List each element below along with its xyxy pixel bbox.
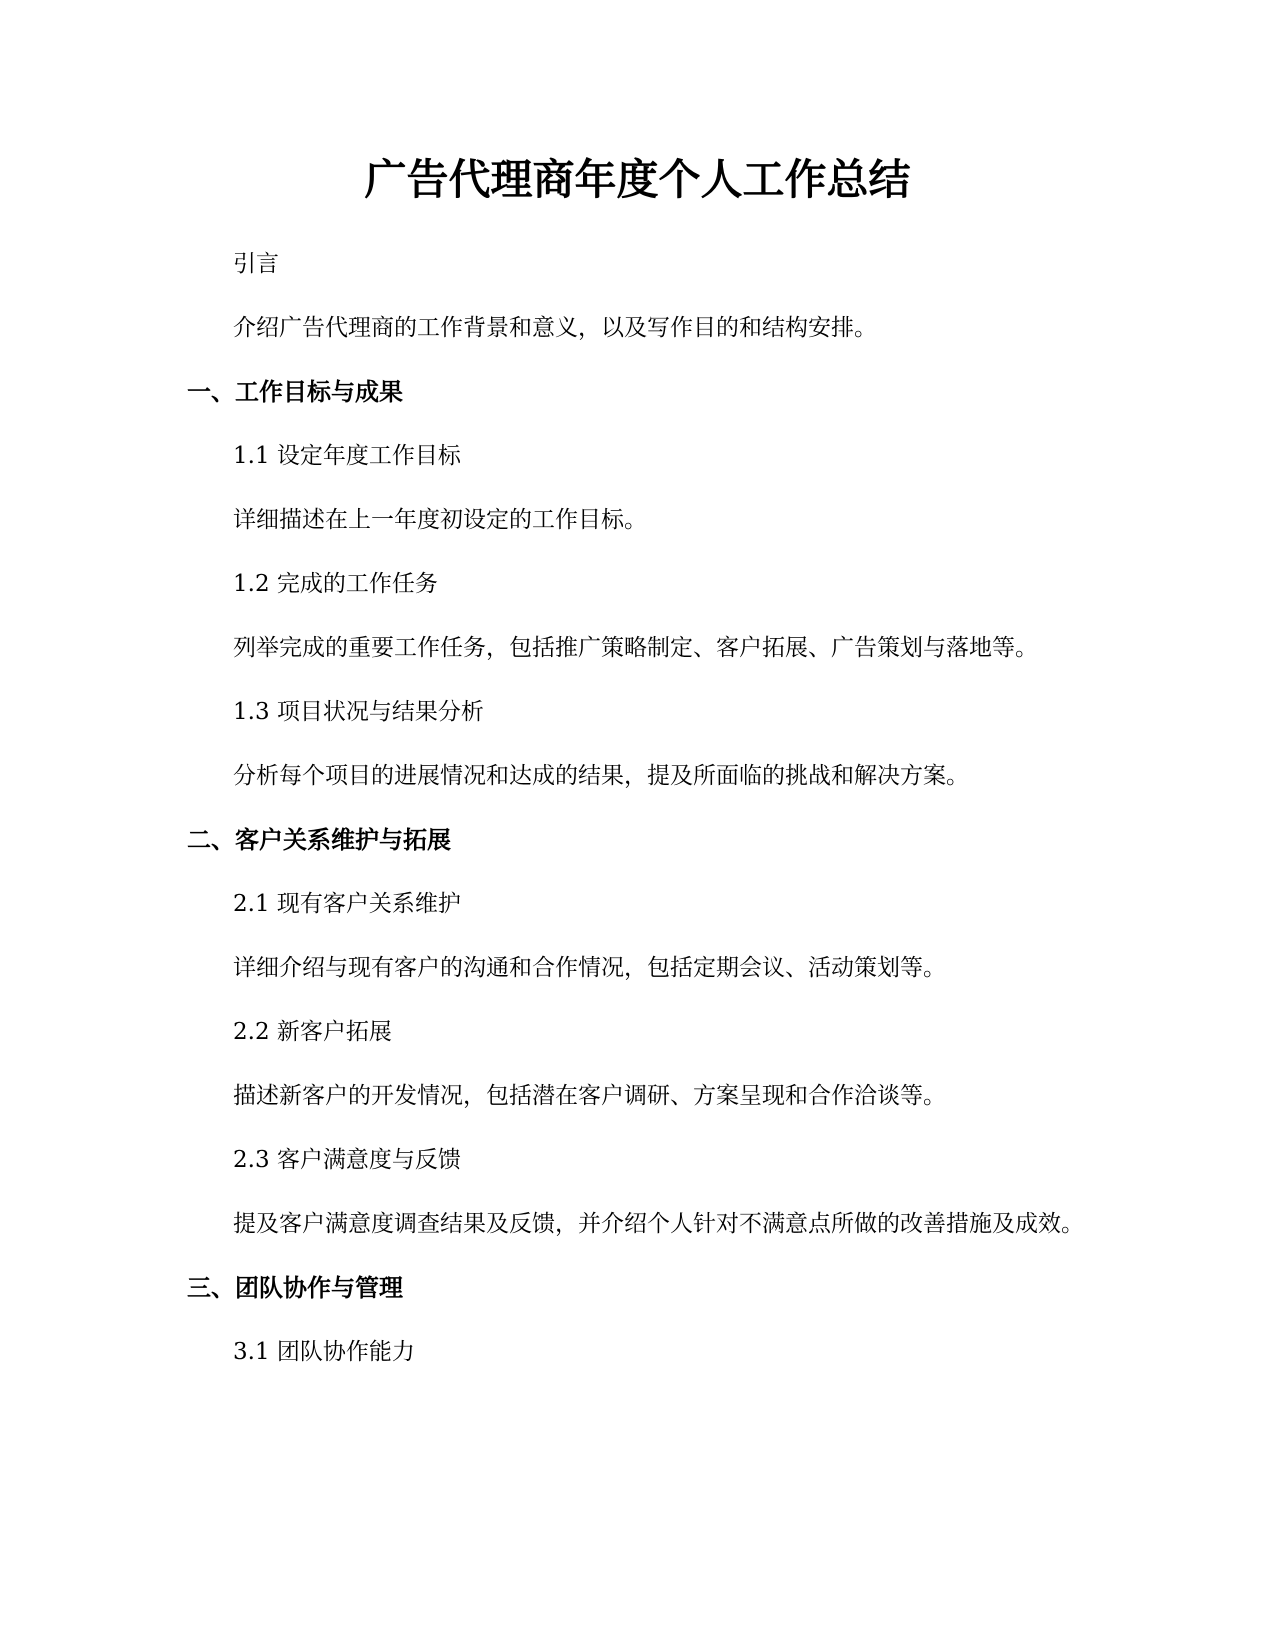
paragraph-1-3: 分析每个项目的进展情况和达成的结果，提及所面临的挑战和解决方案。	[233, 763, 969, 789]
page-title: 广告代理商年度个人工作总结	[364, 155, 911, 204]
section-heading-2: 二、客户关系维护与拓展	[187, 826, 451, 854]
intro-heading: 引言	[233, 251, 279, 277]
paragraph-2-3: 提及客户满意度调查结果及反馈，并介绍个人针对不满意点所做的改善措施及成效。	[233, 1211, 1084, 1237]
subsection-title-2-1: 2.1 现有客户关系维护	[233, 891, 461, 917]
subsection-title-1-2: 1.2 完成的工作任务	[233, 571, 438, 597]
subsection-title-2-3: 2.3 客户满意度与反馈	[233, 1147, 461, 1173]
paragraph-2-1: 详细介绍与现有客户的沟通和合作情况，包括定期会议、活动策划等。	[233, 955, 946, 981]
section-heading-3: 三、团队协作与管理	[187, 1274, 403, 1302]
subsection-title-1-1: 1.1 设定年度工作目标	[233, 443, 461, 469]
intro-paragraph: 介绍广告代理商的工作背景和意义，以及写作目的和结构安排。	[233, 315, 877, 341]
subsection-title-3-1: 3.1 团队协作能力	[233, 1339, 415, 1365]
section-heading-1: 一、工作目标与成果	[187, 378, 403, 406]
subsection-title-1-3: 1.3 项目状况与结果分析	[233, 699, 484, 725]
paragraph-2-2: 描述新客户的开发情况，包括潜在客户调研、方案呈现和合作洽谈等。	[233, 1083, 946, 1109]
document-body	[187, 243, 1087, 1395]
subsection-title-2-2: 2.2 新客户拓展	[233, 1019, 392, 1045]
paragraph-1-1: 详细描述在上一年度初设定的工作目标。	[233, 507, 647, 533]
paragraph-1-2: 列举完成的重要工作任务，包括推广策略制定、客户拓展、广告策划与落地等。	[233, 635, 1038, 661]
